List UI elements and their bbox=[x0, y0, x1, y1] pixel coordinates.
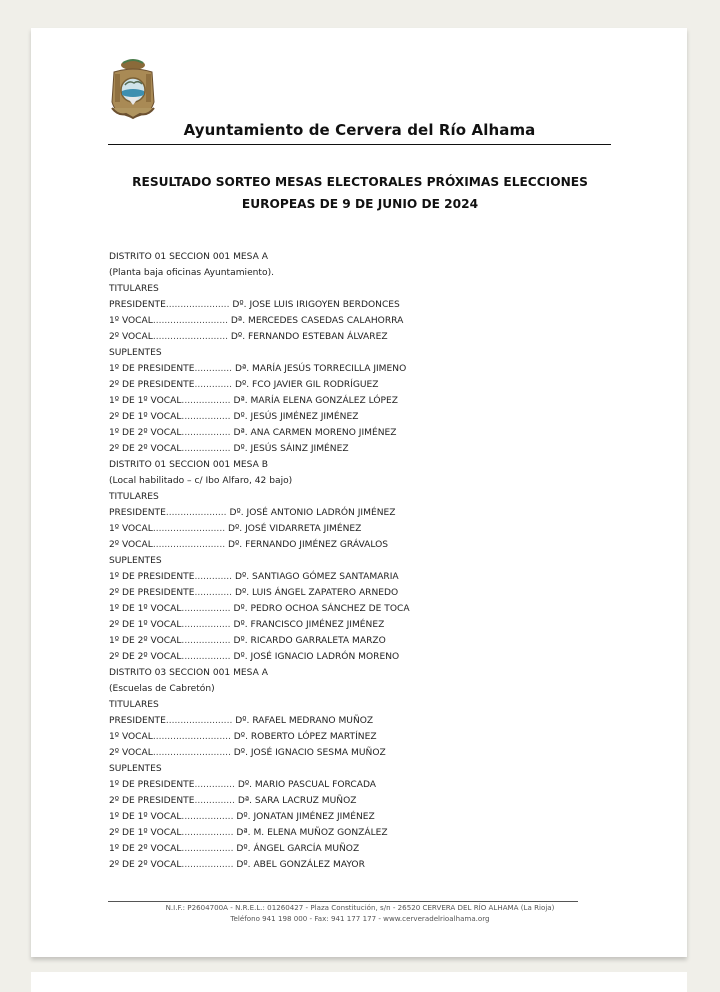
titulares-label: TITULARES bbox=[109, 492, 159, 502]
role-label: 1º DE 2º VOCAL bbox=[109, 636, 182, 646]
suplente-entry bbox=[109, 617, 589, 633]
mesa-heading: DISTRITO 03 SECCION 001 MESA A bbox=[109, 668, 268, 678]
role-label: 1º DE 1º VOCAL bbox=[109, 812, 182, 822]
person-name: Dº. JOSÉ IGNACIO SESMA MUÑOZ bbox=[233, 748, 386, 758]
person-name: Dº. FCO JAVIER GIL RODRÍGUEZ bbox=[234, 380, 379, 390]
person-name: Dª. M. ELENA MUÑOZ GONZÁLEZ bbox=[236, 828, 388, 838]
role-label: 2º DE PRESIDENTE bbox=[109, 380, 195, 390]
leader-dots: .......................... bbox=[152, 316, 228, 326]
organization-name: Ayuntamiento de Cervera del Río Alhama bbox=[183, 121, 536, 139]
suplente-entry bbox=[109, 361, 589, 377]
titulares-label: TITULARES bbox=[109, 284, 159, 294]
person-name: Dº. ABEL GONZÁLEZ MAYOR bbox=[236, 860, 365, 870]
titulares-label: TITULARES bbox=[109, 700, 159, 710]
header-divider bbox=[108, 144, 611, 145]
person-name: Dª. MERCEDES CASEDAS CALAHORRA bbox=[230, 316, 404, 326]
suplentes-label: SUPLENTES bbox=[109, 764, 162, 774]
leader-dots: ............. bbox=[194, 380, 233, 390]
person-name: Dª. ANA CARMEN MORENO JIMÉNEZ bbox=[233, 428, 397, 438]
role-label: 2º DE 2º VOCAL bbox=[109, 860, 182, 870]
mesas-list bbox=[109, 249, 589, 873]
person-name: Dº. SANTIAGO GÓMEZ SANTAMARIA bbox=[234, 572, 399, 582]
person-name: Dº. JONATAN JIMÉNEZ JIMÉNEZ bbox=[236, 812, 375, 822]
person-name: Dª. SARA LACRUZ MUÑOZ bbox=[237, 796, 357, 806]
role-label: 1º VOCAL bbox=[109, 316, 153, 326]
role-label: 1º DE 2º VOCAL bbox=[109, 428, 182, 438]
person-name: Dº. PEDRO OCHOA SÁNCHEZ DE TOCA bbox=[233, 604, 410, 614]
role-label: 2º DE 2º VOCAL bbox=[109, 444, 182, 454]
person-name: Dº. FERNANDO JIMÉNEZ GRÁVALOS bbox=[228, 540, 389, 550]
role-label: 2º VOCAL bbox=[109, 748, 153, 758]
suplente-entry bbox=[109, 649, 589, 665]
footer-contact: Teléfono 941 198 000 - Fax: 941 177 177 - www.cerveradelrioalhama.org bbox=[230, 913, 490, 923]
leader-dots: .............. bbox=[194, 780, 235, 790]
leader-dots: ................. bbox=[181, 636, 231, 646]
suplente-entry bbox=[109, 569, 589, 585]
role-label: PRESIDENTE bbox=[109, 716, 166, 726]
leader-dots: .................. bbox=[181, 812, 234, 822]
role-label: 2º DE 1º VOCAL bbox=[109, 620, 182, 630]
titular-entry bbox=[109, 729, 589, 745]
role-label: 2º DE PRESIDENTE bbox=[109, 796, 195, 806]
leader-dots: ................. bbox=[181, 412, 231, 422]
suplente-entry bbox=[109, 409, 589, 425]
titular-entry bbox=[109, 713, 589, 729]
footer-divider bbox=[108, 901, 578, 902]
person-name: Dº. LUIS ÁNGEL ZAPATERO ARNEDO bbox=[234, 588, 399, 598]
role-label: 1º DE 2º VOCAL bbox=[109, 844, 182, 854]
leader-dots: .................. bbox=[181, 844, 234, 854]
role-label: 1º DE PRESIDENTE bbox=[109, 364, 195, 374]
leader-dots: ............. bbox=[194, 572, 233, 582]
person-name: Dº. FRANCISCO JIMÉNEZ JIMÉNEZ bbox=[233, 620, 385, 630]
document-title-line-2: EUROPEAS DE 9 DE JUNIO DE 2024 bbox=[241, 197, 479, 211]
leader-dots: .................. bbox=[181, 860, 234, 870]
suplentes-label: SUPLENTES bbox=[109, 556, 162, 566]
leader-dots: .................. bbox=[181, 828, 234, 838]
person-name: Dº. JOSÉ ANTONIO LADRÓN JIMÉNEZ bbox=[229, 508, 396, 518]
leader-dots: ................. bbox=[181, 620, 231, 630]
suplente-entry bbox=[109, 601, 589, 617]
leader-dots: .............. bbox=[194, 796, 235, 806]
next-document-page bbox=[31, 972, 687, 992]
mesa-location: (Local habilitado – c/ Ibo Alfaro, 42 bajo) bbox=[109, 476, 293, 486]
leader-dots: ............. bbox=[194, 588, 233, 598]
leader-dots: ...................... bbox=[165, 300, 230, 310]
leader-dots: ................. bbox=[181, 396, 231, 406]
role-label: PRESIDENTE bbox=[109, 508, 166, 518]
suplente-entry bbox=[109, 825, 589, 841]
leader-dots: .......................... bbox=[152, 332, 228, 342]
role-label: 1º DE 1º VOCAL bbox=[109, 396, 182, 406]
leader-dots: ................. bbox=[181, 428, 231, 438]
role-label: 1º DE PRESIDENTE bbox=[109, 780, 195, 790]
leader-dots: ............. bbox=[194, 364, 233, 374]
person-name: Dº. JOSE LUIS IRIGOYEN BERDONCES bbox=[232, 300, 400, 310]
person-name: Dº. ÁNGEL GARCÍA MUÑOZ bbox=[236, 844, 360, 854]
role-label: 2º DE PRESIDENTE bbox=[109, 588, 195, 598]
leader-dots: ......................... bbox=[152, 540, 226, 550]
person-name: Dº. JOSÉ IGNACIO LADRÓN MORENO bbox=[233, 652, 400, 662]
titular-entry bbox=[109, 745, 589, 761]
person-name: Dº. JESÚS SÁINZ JIMÉNEZ bbox=[233, 444, 349, 454]
suplente-entry bbox=[109, 841, 589, 857]
leader-dots: ................. bbox=[181, 444, 231, 454]
leader-dots: ........................... bbox=[152, 732, 231, 742]
role-label: 2º DE 1º VOCAL bbox=[109, 412, 182, 422]
titular-entry bbox=[109, 537, 589, 553]
suplentes-label: SUPLENTES bbox=[109, 348, 162, 358]
role-label: 1º VOCAL bbox=[109, 732, 153, 742]
person-name: Dº. ROBERTO LÓPEZ MARTÍNEZ bbox=[233, 732, 377, 742]
leader-dots: ................. bbox=[181, 604, 231, 614]
leader-dots: ........................... bbox=[152, 748, 231, 758]
suplente-entry bbox=[109, 377, 589, 393]
role-label: 2º VOCAL bbox=[109, 332, 153, 342]
footer-address: N.I.F.: P2604700A - N.R.E.L.: 01260427 - Plaza Constitución, s/n - 26520 CERVERA DEL RÍO ALHAMA (La Rioja) bbox=[165, 903, 555, 912]
leader-dots: ................. bbox=[181, 652, 231, 662]
role-label: 1º DE 1º VOCAL bbox=[109, 604, 182, 614]
suplente-entry bbox=[109, 809, 589, 825]
mesa-location: (Planta baja oficinas Ayuntamiento). bbox=[109, 268, 275, 278]
person-name: Dº. RAFAEL MEDRANO MUÑOZ bbox=[235, 716, 374, 726]
document-title bbox=[100, 171, 620, 215]
suplente-entry bbox=[109, 585, 589, 601]
footer bbox=[100, 903, 620, 924]
suplente-entry bbox=[109, 793, 589, 809]
suplente-entry bbox=[109, 633, 589, 649]
leader-dots: ....................... bbox=[165, 716, 233, 726]
suplente-entry bbox=[109, 393, 589, 409]
titular-entry bbox=[109, 329, 589, 345]
titular-entry bbox=[109, 505, 589, 521]
role-label: 2º VOCAL bbox=[109, 540, 153, 550]
suplente-entry bbox=[109, 857, 589, 873]
role-label: 2º DE 2º VOCAL bbox=[109, 652, 182, 662]
person-name: Dº. FERNANDO ESTEBAN ÁLVAREZ bbox=[230, 332, 388, 342]
suplente-entry bbox=[109, 425, 589, 441]
person-name: Dº. RICARDO GARRALETA MARZO bbox=[233, 636, 386, 646]
mesa-heading: DISTRITO 01 SECCION 001 MESA A bbox=[109, 252, 268, 262]
titular-entry bbox=[109, 313, 589, 329]
person-name: Dº. JESÚS JIMÉNEZ JIMÉNEZ bbox=[233, 412, 359, 422]
suplente-entry bbox=[109, 441, 589, 457]
coat-of-arms-icon bbox=[110, 58, 156, 120]
mesa-heading: DISTRITO 01 SECCION 001 MESA B bbox=[109, 460, 268, 470]
person-name: Dª. MARÍA JESÚS TORRECILLA JIMENO bbox=[234, 364, 407, 374]
person-name: Dº. JOSÉ VIDARRETA JIMÉNEZ bbox=[228, 524, 362, 534]
leader-dots: ......................... bbox=[152, 524, 226, 534]
role-label: PRESIDENTE bbox=[109, 300, 166, 310]
role-label: 2º DE 1º VOCAL bbox=[109, 828, 182, 838]
mesa-location: (Escuelas de Cabretón) bbox=[109, 684, 215, 694]
suplente-entry bbox=[109, 777, 589, 793]
titular-entry bbox=[109, 297, 589, 313]
role-label: 1º DE PRESIDENTE bbox=[109, 572, 195, 582]
document-title-line-1: RESULTADO SORTEO MESAS ELECTORALES PRÓXIMAS ELECCIONES bbox=[132, 175, 588, 189]
person-name: Dª. MARÍA ELENA GONZÁLEZ LÓPEZ bbox=[233, 396, 398, 406]
titular-entry bbox=[109, 521, 589, 537]
person-name: Dº. MARIO PASCUAL FORCADA bbox=[237, 780, 377, 790]
role-label: 1º VOCAL bbox=[109, 524, 153, 534]
leader-dots: ..................... bbox=[165, 508, 227, 518]
